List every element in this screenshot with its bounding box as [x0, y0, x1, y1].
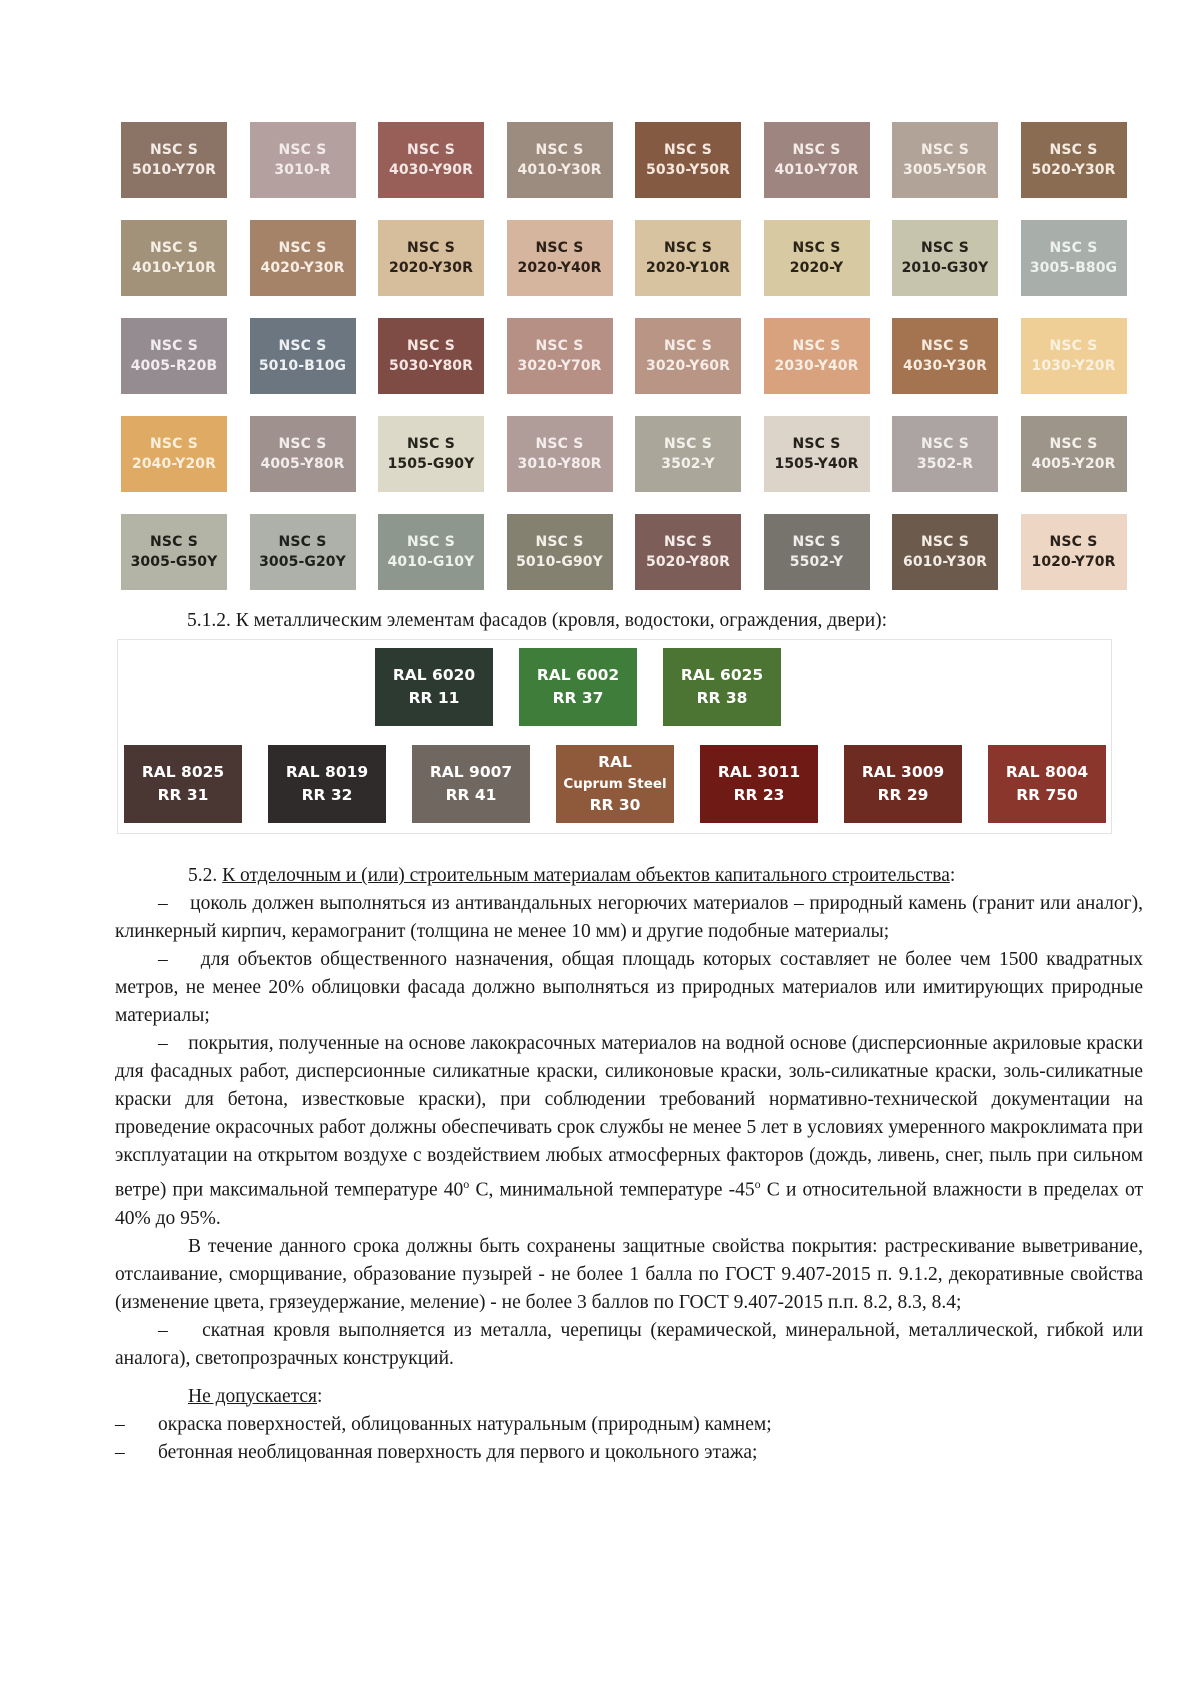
swatch-label-line1: NSC S	[1049, 141, 1098, 158]
swatch-label-line1: NSC S	[278, 533, 327, 550]
dash-marker: –	[158, 893, 168, 914]
swatch-label-code: 5030-Y50R	[645, 162, 731, 178]
list-item-text: скатная кровля выполняется из металла, черепицы (керамической, минеральной, металлической, гибкой или аналога), светопрозрачных конструкций.	[115, 1319, 1144, 1369]
swatch-label-code: 5010-Y70R	[131, 162, 217, 178]
nsc-swatch	[378, 122, 484, 198]
swatch-label-code: 3502-Y	[661, 456, 715, 472]
dash-marker: –	[115, 1413, 125, 1435]
ral-rr-code: RR 38	[696, 689, 748, 707]
nsc-swatch	[892, 220, 998, 296]
swatch-label-line1: NSC S	[920, 435, 970, 452]
ral-rr-code: RR 750	[1016, 786, 1078, 804]
ral-code: RAL 6002	[536, 665, 620, 684]
swatch-label-code: 3005-G20Y	[259, 554, 346, 570]
ral-rr-code: RR 37	[552, 689, 604, 707]
list-item-text: для объектов общественного назначения, общая площадь которых составляет не более чем 1500 квадратных метров, не менее 20% облицовки фасада должно выполняться из природных материалов или имитирующих природные материалы;	[115, 949, 1143, 1026]
swatch-label-code: 4030-Y30R	[902, 358, 988, 374]
swatch-label-code: 2020-Y	[789, 260, 844, 276]
swatch-label-line1: NSC S	[1049, 337, 1098, 354]
ral-swatch	[268, 745, 386, 823]
nsc-swatch	[1021, 514, 1127, 590]
list-item-plinth	[115, 890, 1143, 946]
swatch-label-code: 4010-Y30R	[517, 162, 602, 178]
swatch-label-line1: NSC S	[535, 337, 584, 354]
swatch-label-line1: NSC S	[663, 337, 713, 354]
swatch-label-code: 2020-Y10R	[645, 260, 731, 276]
degree-mark: o	[463, 1177, 470, 1191]
list-item-public-buildings	[115, 946, 1143, 1030]
nsc-swatch	[507, 122, 613, 198]
nsc-swatch	[764, 416, 870, 492]
swatch-label-code: 4010-G10Y	[387, 554, 475, 570]
nsc-swatch	[1021, 416, 1127, 492]
list-item-text: окраска поверхностей, облицованных натуральным (природным) камнем;	[158, 1413, 772, 1435]
paragraph-service-life: В течение данного срока должны быть сохранены защитные свойства покрытия: растрескивание выветривание, отслаивание, сморщивание, образование пузырей - не более 1 балла по ГОСТ 9.407-2015 п. 9.1.2, декоративные свойства (изменение цвета, грязеудержание, меление) - не более 3 баллов по ГОСТ 9.407-2015 п.п. 8.2, 8.3, 8.4;	[115, 1235, 1143, 1313]
nsc-swatch	[378, 318, 484, 394]
ral-rr-code: RR 23	[733, 786, 785, 804]
swatch-label-line1: NSC S	[406, 239, 456, 256]
swatch-label-code: 6010-Y30R	[902, 554, 988, 570]
swatch-label-line1: NSC S	[535, 533, 584, 550]
swatch-label-line1: NSC S	[663, 141, 713, 158]
swatch-label-code: 3010-Y80R	[517, 456, 602, 472]
dash-marker: –	[158, 949, 168, 970]
swatch-label-code: 1020-Y70R	[1031, 554, 1116, 570]
swatch-label-code: 2030-Y40R	[774, 358, 859, 374]
swatch-label-line1: NSC S	[406, 533, 456, 550]
swatch-label-code: 1505-Y40R	[774, 456, 859, 472]
swatch-label-line1: NSC S	[406, 141, 456, 158]
list-item-roofing	[115, 1317, 1143, 1373]
ral-swatch	[375, 648, 493, 726]
nsc-swatch	[121, 318, 227, 394]
ral-rr-code: RR 31	[157, 786, 209, 804]
ral-swatch	[519, 648, 637, 726]
swatch-label-line1: NSC S	[149, 533, 199, 550]
swatch-label-code: 4005-Y80R	[260, 456, 345, 472]
swatch-label-code: 2020-Y40R	[517, 260, 602, 276]
swatch-label-line1: NSC S	[406, 435, 456, 452]
swatch-label-line1: NSC S	[149, 239, 199, 256]
nsc-swatch	[250, 416, 356, 492]
ral-code: RAL 3011	[717, 762, 801, 781]
swatch-label-code: 3502-R	[916, 456, 974, 472]
ral-swatch	[124, 745, 242, 823]
list-item-text: С, минимальной температуре -45	[469, 1179, 755, 1201]
swatch-label-line1: NSC S	[792, 337, 841, 354]
ral-swatch	[988, 745, 1106, 823]
swatch-label-line1: NSC S	[149, 435, 199, 452]
ral-code: RAL 9007	[429, 762, 513, 781]
section-caption-5-1-2: 5.1.2. К металлическим элементам фасадов (кровля, водостоки, ограждения, двери):	[187, 610, 888, 631]
ral-rr-code: RR 41	[445, 786, 497, 804]
swatch-label-line1: NSC S	[406, 337, 456, 354]
paragraph-heading: К отделочным и (или) строительным материалам объектов капитального строительства	[222, 865, 950, 886]
ral-swatch	[663, 648, 781, 726]
not-allowed-label: Не допускается	[188, 1385, 317, 1407]
swatch-label-line1: NSC S	[278, 239, 327, 256]
swatch-label-code: 3005-Y50R	[902, 162, 988, 178]
ral-rr-code: RR 29	[877, 786, 929, 804]
ral-color-panel	[117, 639, 1112, 834]
nsc-swatch	[635, 122, 741, 198]
swatch-label-line1: NSC S	[663, 533, 713, 550]
dash-marker: –	[115, 1441, 125, 1463]
nsc-swatch	[635, 220, 741, 296]
nsc-swatch	[1021, 220, 1127, 296]
swatch-label-code: 5020-Y30R	[1031, 162, 1116, 178]
swatch-label-code: 3005-B80G	[1029, 260, 1118, 276]
ral-code: RAL 6020	[392, 665, 476, 684]
ral-swatch	[700, 745, 818, 823]
swatch-label-code: 5010-B10G	[258, 358, 347, 374]
swatch-label-line1: NSC S	[792, 435, 841, 452]
nsc-swatch	[378, 220, 484, 296]
list-item-bare-concrete	[115, 1439, 1143, 1467]
list-item-coatings	[115, 1030, 1143, 1233]
swatch-label-code: 3020-Y60R	[645, 358, 731, 374]
swatch-label-line1: NSC S	[278, 435, 327, 452]
swatch-label-line1: NSC S	[535, 435, 584, 452]
nsc-swatch	[250, 514, 356, 590]
swatch-label-line1: NSC S	[792, 239, 841, 256]
nsc-swatch	[121, 514, 227, 590]
swatch-label-code: 2010-G30Y	[901, 260, 989, 276]
swatch-label-line1: NSC S	[1049, 435, 1098, 452]
nsc-swatch	[1021, 318, 1127, 394]
swatch-label-code: 1030-Y20R	[1031, 358, 1116, 374]
nsc-swatch	[764, 514, 870, 590]
nsc-swatch	[764, 318, 870, 394]
heading-colon: :	[317, 1385, 323, 1407]
swatch-label-line1: NSC S	[149, 337, 199, 354]
swatch-label-code: 4030-Y90R	[388, 162, 474, 178]
swatch-label-code: 5030-Y80R	[388, 358, 474, 374]
swatch-label-line1: NSC S	[535, 239, 584, 256]
nsc-swatch	[892, 514, 998, 590]
swatch-label-line1: NSC S	[149, 141, 199, 158]
nsc-swatch	[635, 514, 741, 590]
nsc-swatch	[892, 318, 998, 394]
not-allowed-heading	[115, 1383, 1143, 1411]
swatch-label-line1: NSC S	[1049, 533, 1098, 550]
nsc-swatch	[250, 318, 356, 394]
swatch-label-line1: NSC S	[920, 239, 970, 256]
swatch-label-line1: NSC S	[792, 141, 841, 158]
dash-marker: –	[158, 1033, 168, 1054]
swatch-label-code: 4010-Y70R	[774, 162, 859, 178]
swatch-label-line1: NSC S	[792, 533, 841, 550]
swatch-label-code: 2040-Y20R	[131, 456, 217, 472]
swatch-label-code: 2020-Y30R	[388, 260, 474, 276]
nsc-swatch	[764, 220, 870, 296]
paragraph-5-2	[115, 862, 1143, 890]
swatch-label-line1: NSC S	[663, 239, 713, 256]
ral-rr-code: RR 30	[589, 796, 641, 815]
swatch-label-code: 4005-R20B	[130, 358, 218, 374]
ral-code: RAL 3009	[861, 762, 945, 781]
swatch-label-code: 5010-G90Y	[516, 554, 603, 570]
nsc-swatch	[507, 318, 613, 394]
degree-mark: o	[754, 1177, 761, 1191]
swatch-label-line1: NSC S	[278, 141, 327, 158]
nsc-swatch	[250, 220, 356, 296]
ral-swatch	[412, 745, 530, 823]
swatch-label-code: 1505-G90Y	[387, 456, 475, 472]
nsc-swatch	[764, 122, 870, 198]
swatch-label-code: 4005-Y20R	[1031, 456, 1116, 472]
ral-code: RAL	[598, 752, 632, 771]
nsc-swatch	[892, 122, 998, 198]
swatch-label-line1: NSC S	[535, 141, 584, 158]
swatch-label-line1: NSC S	[920, 141, 970, 158]
ral-row-green	[375, 648, 781, 726]
list-item-text: С и относительной влажности в пределах от 40% до 95%.	[115, 1179, 1143, 1229]
swatch-label-line1: NSC S	[278, 337, 327, 354]
swatch-label-code: 3010-R	[274, 162, 331, 178]
swatch-label-code: 4010-Y10R	[131, 260, 217, 276]
ral-finish-name: Cuprum Steel	[563, 775, 667, 792]
nsc-swatch	[635, 318, 741, 394]
dash-marker: –	[158, 1319, 168, 1341]
paragraph-number: 5.2.	[188, 865, 218, 886]
ral-row-brown-red	[124, 745, 1106, 823]
ral-code: RAL 8004	[1005, 762, 1089, 781]
ral-code: RAL 8019	[285, 762, 369, 781]
nsc-swatch	[121, 220, 227, 296]
nsc-swatch	[250, 122, 356, 198]
list-item-text: бетонная необлицованная поверхность для первого и цокольного этажа;	[158, 1441, 758, 1463]
nsc-swatch	[507, 514, 613, 590]
ral-swatch	[844, 745, 962, 823]
swatch-label-code: 4020-Y30R	[260, 260, 345, 276]
ral-rr-code: RR 11	[408, 689, 460, 707]
nsc-color-palette	[121, 122, 1127, 590]
swatch-label-code: 3005-G50Y	[130, 554, 218, 570]
nsc-swatch	[1021, 122, 1127, 198]
swatch-label-code: 3020-Y70R	[517, 358, 602, 374]
swatch-label-code: 5020-Y80R	[645, 554, 731, 570]
nsc-swatch	[378, 416, 484, 492]
list-item-text: покрытия, полученные на основе лакокрасочных материалов на водной основе (дисперсионные акриловые краски для фасадных работ, дисперсионные силикатные краски, силиконовые краски, золь-силикатные краски, золь-силикатные краски для бетона, известковые краски), при соблюдении требований нормативно-технической документации на проведение окрасочных работ должны обеспечивать срок службы не менее 5 лет в условиях умеренного макроклимата при эксплуатации на открытом воздухе с воздействием любых атмосферных факторов (дождь, ливень, снег, пыль при сильном ветре) при максимальной температуре 40	[115, 1033, 1143, 1201]
ral-code: RAL 8025	[141, 762, 225, 781]
swatch-label-code: 5502-Y	[789, 554, 844, 570]
list-item-stone-painting	[115, 1411, 1143, 1439]
nsc-swatch	[892, 416, 998, 492]
swatch-label-line1: NSC S	[663, 435, 713, 452]
nsc-swatch	[635, 416, 741, 492]
nsc-swatch	[378, 514, 484, 590]
nsc-swatch	[121, 416, 227, 492]
heading-colon: :	[949, 865, 956, 886]
ral-code: RAL 6025	[680, 665, 764, 684]
nsc-swatch	[121, 122, 227, 198]
list-item-text: цоколь должен выполняться из антивандальных негорючих материалов – природный камень (гранит или аналог), клинкерный кирпич, керамогранит (толщина не менее 10 мм) и другие подобные материалы;	[115, 893, 1143, 942]
nsc-swatch	[507, 416, 613, 492]
ral-swatch	[556, 745, 674, 823]
swatch-label-line1: NSC S	[1049, 239, 1098, 256]
swatch-label-line1: NSC S	[920, 533, 970, 550]
swatch-label-line1: NSC S	[920, 337, 970, 354]
ral-rr-code: RR 32	[301, 786, 353, 804]
document-body	[115, 862, 1143, 1467]
nsc-swatch	[507, 220, 613, 296]
